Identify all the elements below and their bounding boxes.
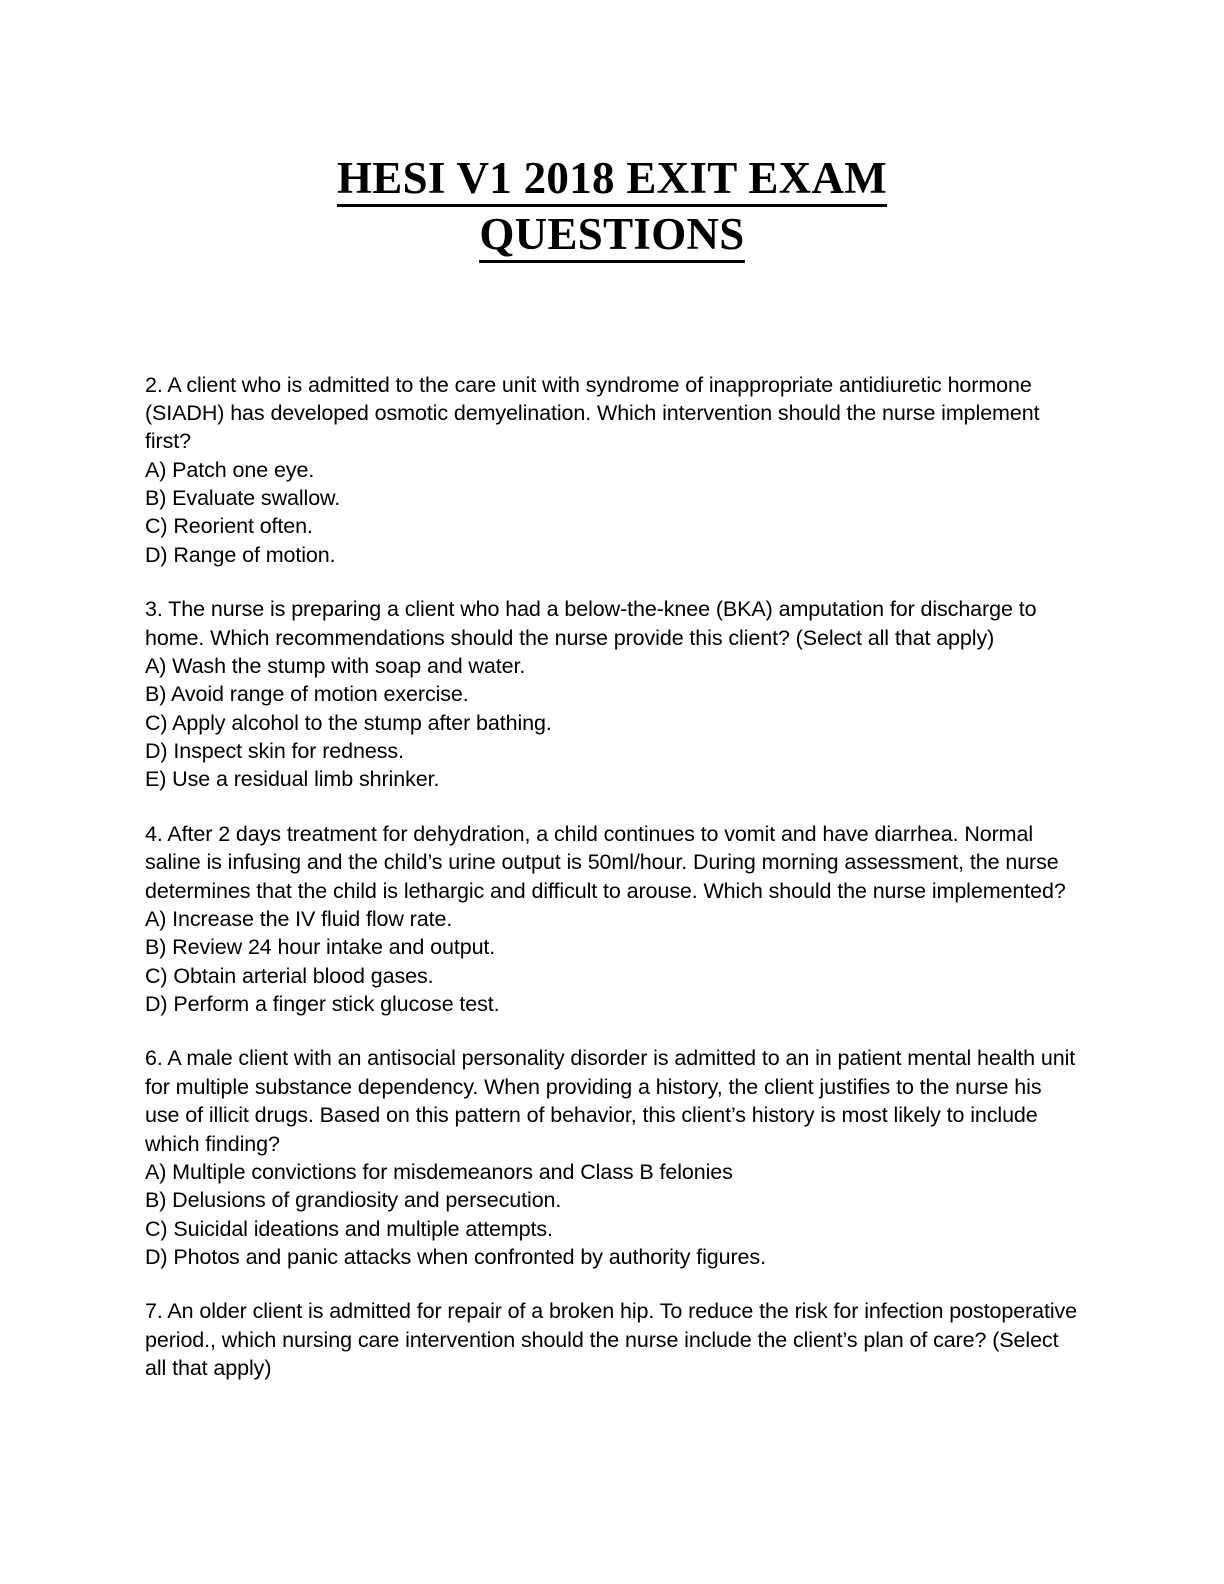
- question-block: [145, 1044, 1079, 1271]
- question-option: A) Wash the stump with soap and water.: [145, 653, 526, 678]
- question-option: D) Range of motion.: [145, 542, 336, 567]
- page-title-line-1-text: HESI V1 2018 EXIT EXAM: [337, 153, 887, 207]
- question-option: D) Perform a finger stick glucose test.: [145, 992, 500, 1016]
- question-option: C) Suicidal ideations and multiple attempts.: [145, 1216, 553, 1241]
- question-option: C) Apply alcohol to the stump after bathing.: [145, 710, 552, 735]
- question-option: E) Use a residual limb shrinker.: [145, 767, 440, 792]
- question-stem: 4. After 2 days treatment for dehydration, a child continues to vomit and have diarrhea. Normal saline is infusing and the child’s urine output is 50ml/hour. During morning assessment, the nurse determines that the child is lethargic and difficult to arouse. Which should the nurse implemented?: [145, 821, 1066, 903]
- question-block: [145, 371, 1079, 570]
- question-stem: 6. A male client with an antisocial personality disorder is admitted to an in patient mental health unit for multiple substance dependency. When providing a history, the client justifies to the nurse his use of illicit drugs. Based on this pattern of behavior, this client’s history is most likely to include which finding?: [145, 1046, 1076, 1156]
- question-option: D) Photos and panic attacks when confronted by authority figures.: [145, 1245, 766, 1269]
- page-title-line-2: [145, 206, 1079, 262]
- question-option: A) Multiple convictions for misdemeanors and Class B felonies: [145, 1159, 733, 1184]
- question-option: B) Avoid range of motion exercise.: [145, 682, 469, 707]
- question-option: D) Inspect skin for redness.: [145, 739, 404, 763]
- question-stem: 2. A client who is admitted to the care unit with syndrome of inappropriate antidiuretic hormone (SIADH) has developed osmotic demyelination. Which intervention should the nurse implement first?: [145, 372, 1040, 454]
- question-block: [145, 820, 1079, 1019]
- question-block: [145, 595, 1079, 794]
- question-option: B) Evaluate swallow.: [145, 486, 341, 510]
- page-title-line-2-text: QUESTIONS: [479, 209, 744, 263]
- page-title: [145, 150, 1079, 263]
- questions-container: [145, 371, 1079, 1383]
- question-stem: 7. An older client is admitted for repair of a broken hip. To reduce the risk for infection postoperative period., which nursing care intervention should the nurse include the client’s plan of care? (Select all that apply): [145, 1299, 1078, 1381]
- question-option: B) Review 24 hour intake and output.: [145, 935, 496, 960]
- question-stem: 3. The nurse is preparing a client who had a below-the-knee (BKA) amputation for discharge to home. Which recommendations should the nurse provide this client? (Select all that apply): [145, 597, 1037, 650]
- question-option: C) Obtain arterial blood gases.: [145, 963, 434, 988]
- question-option: A) Patch one eye.: [145, 457, 315, 482]
- question-option: B) Delusions of grandiosity and persecution.: [145, 1188, 562, 1213]
- question-option: C) Reorient often.: [145, 514, 313, 539]
- question-option: A) Increase the IV fluid flow rate.: [145, 906, 453, 931]
- question-block: [145, 1297, 1079, 1382]
- page-title-line-1: [145, 150, 1079, 206]
